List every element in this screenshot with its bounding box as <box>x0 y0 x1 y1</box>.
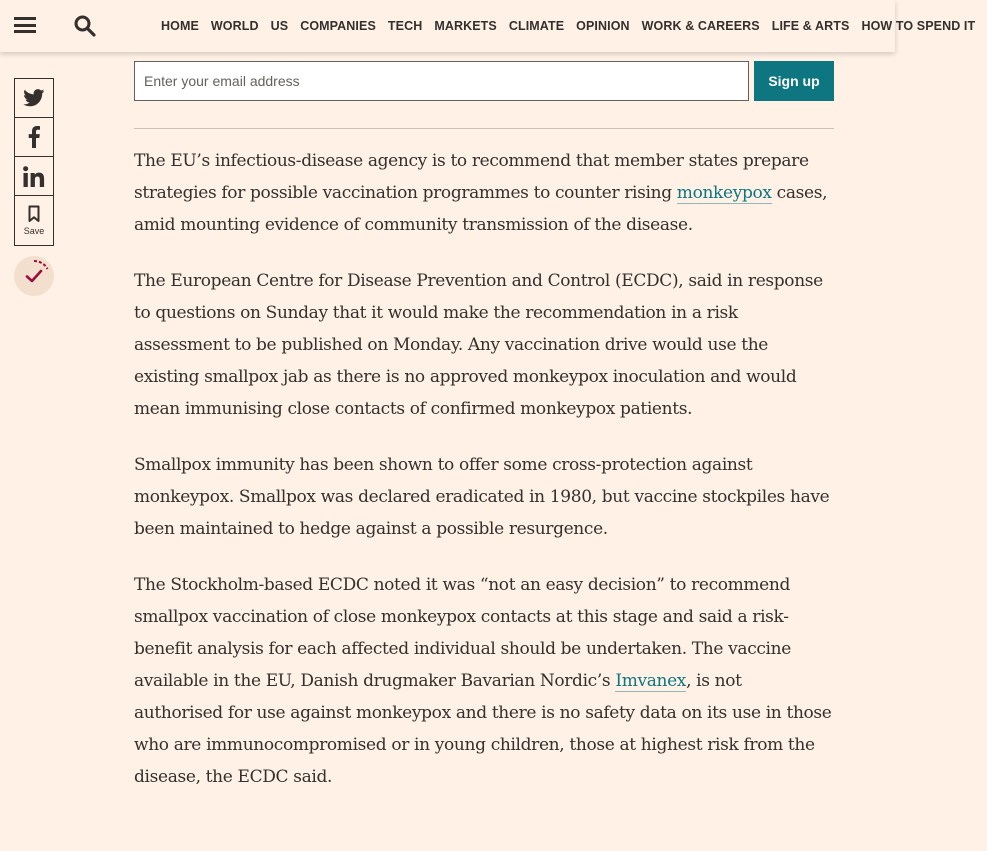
check-icon <box>14 256 54 296</box>
save-article-button[interactable] <box>14 195 54 246</box>
article-paragraph-3: Smallpox immunity has been shown to offer some cross-protection against monkeypox. Smallpox was declared eradicated in 1980, but vaccine stockpiles have been maintained to hedge against a possible resurgence. <box>134 455 830 539</box>
bookmark-icon <box>28 205 40 223</box>
twitter-icon <box>23 89 45 107</box>
nav-item-opinion[interactable]: OPINION <box>576 19 630 33</box>
share-rail <box>14 78 54 246</box>
share-twitter-button[interactable] <box>14 78 54 117</box>
article-paragraph-1: The EU’s infectious-disease agency is to recommend that member states prepare strategies for possible vaccination programmes to counter rising monkeypox cases, amid mounting evidence of community transmission of the disease. <box>134 151 828 235</box>
article-body <box>134 145 834 817</box>
nav-item-how-to-spend-it[interactable]: HOW TO SPEND IT <box>861 19 976 33</box>
reading-progress-indicator[interactable] <box>14 256 54 296</box>
menu-icon[interactable] <box>14 17 36 33</box>
main-nav <box>161 0 987 52</box>
nav-item-companies[interactable]: COMPANIES <box>300 19 376 33</box>
nav-item-home[interactable]: HOME <box>161 19 199 33</box>
email-input[interactable] <box>134 61 749 101</box>
nav-item-world[interactable]: WORLD <box>210 19 259 33</box>
nav-item-climate[interactable]: CLIMATE <box>508 19 565 33</box>
monkeypox-link[interactable]: monkeypox <box>676 183 772 203</box>
save-label: Save <box>23 226 45 236</box>
article-paragraph-2: The European Centre for Disease Prevention and Control (ECDC), said in response to questions on Sunday that it would make the recommendation in a risk assessment to be published on Monday. Any vaccination drive would use the existing smallpox jab as there is no approved monkeypox inoculation and would mean immunising close contacts of confirmed monkeypox patients. <box>134 271 823 419</box>
divider <box>134 128 834 129</box>
share-linkedin-button[interactable] <box>14 156 54 195</box>
sign-up-button[interactable]: Sign up <box>754 61 834 101</box>
share-facebook-button[interactable] <box>14 117 54 156</box>
top-navigation-bar <box>0 0 976 52</box>
linkedin-icon <box>23 166 45 187</box>
imvanex-link[interactable]: Imvanex <box>615 671 687 691</box>
nav-item-work-careers[interactable]: WORK & CAREERS <box>641 19 760 33</box>
search-icon[interactable] <box>73 14 97 38</box>
nav-item-us[interactable]: US <box>270 19 289 33</box>
nav-item-tech[interactable]: TECH <box>387 19 423 33</box>
nav-item-markets[interactable]: MARKETS <box>434 19 497 33</box>
facebook-icon <box>28 126 40 148</box>
article-paragraph-4: The Stockholm-based ECDC noted it was “not an easy decision” to recommend smallpox vaccination of close monkeypox contacts at this stage and said a risk-benefit analysis for each affected individual should be undertaken. The vaccine available in the EU, Danish drugmaker Bavarian Nordic’s Imvanex, is not authorised for use against monkeypox and there is no safety data on its use in those who are immunocompromised or in young children, those at highest risk from the disease, the ECDC said. <box>134 575 832 787</box>
nav-item-life-arts[interactable]: LIFE & ARTS <box>771 19 850 33</box>
